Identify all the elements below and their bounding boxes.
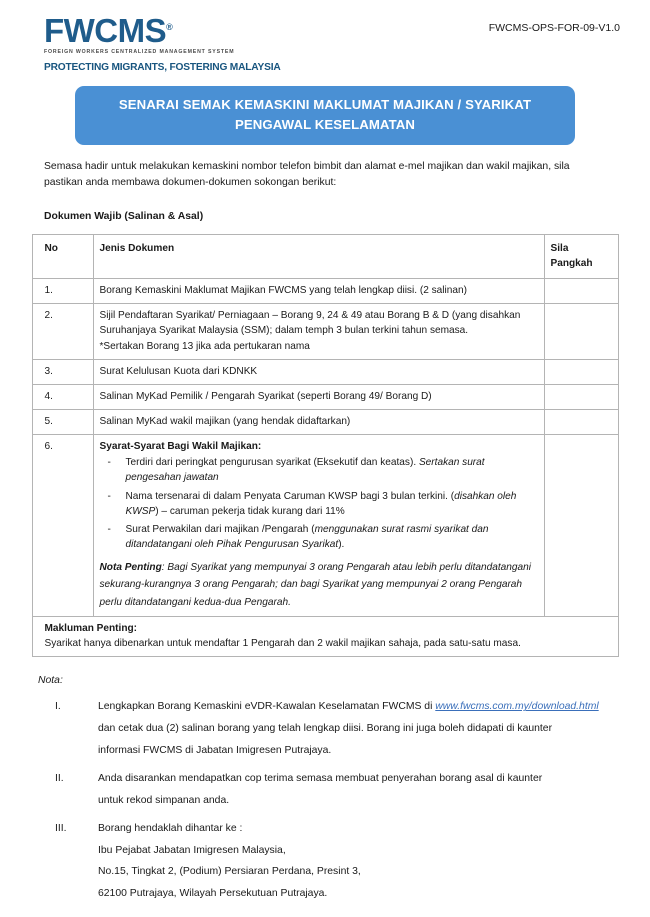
row-requirements-title: Syarat-Syarat Bagi Wakil Majikan:	[99, 441, 262, 453]
fwcms-logo	[44, 12, 281, 73]
nota-heading: Nota:	[38, 675, 63, 687]
section-label-dokumen-wajib: Dokumen Wajib (Salinan & Asal)	[44, 210, 204, 222]
column-header-signature	[544, 234, 618, 278]
list-item	[102, 489, 538, 519]
row-document-text: Borang Kemaskini Maklumat Majikan FWCMS yang telah lengkap diisi. (2 salinan)	[93, 279, 544, 304]
documents-checklist-table	[32, 234, 619, 658]
logo-wordmark-text: FWCMS	[44, 12, 167, 49]
nota-item-1	[0, 696, 650, 762]
nota-penting-text: : Bagi Syarikat yang mempunyai 3 orang Pengarah atau lebih perlu ditandatangani sekurang-kurangnya 3 orang Pengarah; dan bagi Syarikat yang mempunyai 2 orang Pengarah perlu ditandatangani kedua-dua Pengarah.	[99, 562, 531, 608]
nota-item-text: Anda disarankan mendapatkan cop terima semasa membuat penyerahan borang asal di kaunter	[98, 772, 543, 784]
nota-item-numeral: I.	[55, 701, 61, 713]
download-link[interactable]: www.fwcms.com.my/download.html	[435, 701, 599, 713]
table-row	[32, 409, 618, 434]
nota-item-continuation: dan cetak dua (2) salinan borang yang telah lengkap diisi. Borang ini juga boleh didapati di kaunter	[98, 723, 553, 735]
table-row	[32, 279, 618, 304]
bullet-italic-1: disahkan oleh KWSP	[125, 490, 517, 517]
list-item	[102, 522, 538, 552]
column-header-signature-line1: Sila	[550, 242, 569, 254]
row-document-main: Sijil Pendaftaran Syarikat/ Perniagaan – Borang 9, 24 & 49 atau Borang B & D (yang disahkan Suruhanjaya Syarikat Malaysia (SSM); dalam temph 3 bulan terkini tahun semasa.	[99, 310, 521, 337]
row-document-note: *Sertakan Borang 13 jika ada pertukaran nama	[99, 340, 310, 352]
row-number: 2.	[32, 304, 93, 359]
document-code: FWCMS-OPS-FOR-09-V1.0	[488, 22, 620, 34]
nota-penting	[100, 559, 538, 611]
row-document-text	[93, 304, 544, 359]
table-row	[32, 359, 618, 384]
nota-item-3	[0, 818, 650, 905]
nota-penting-label: Nota Penting	[99, 562, 162, 574]
bullet-plain-2: ).	[338, 538, 345, 550]
table-row	[32, 304, 618, 359]
bullet-plain-1: Terdiri dari peringkat pengurusan syarikat (Eksekutif dan keatas).	[125, 457, 419, 469]
table-row	[32, 384, 618, 409]
nota-item-continuation: informasi FWCMS di Jabatan Imigresen Putrajaya.	[98, 745, 332, 757]
row-document-text: Salinan MyKad Pemilik / Pengarah Syarikat (seperti Borang 49/ Borang D)	[93, 384, 544, 409]
row-signature-cell[interactable]	[544, 359, 618, 384]
table-footer-row	[32, 617, 618, 657]
logo-subtitle: FOREIGN WORKERS CENTRALIZED MANAGEMENT SYSTEM	[44, 49, 235, 55]
column-header-no: No	[32, 234, 93, 278]
table-header-row	[32, 234, 618, 278]
row-signature-cell[interactable]	[544, 435, 618, 617]
nota-item-text: Borang hendaklah dihantar ke :	[98, 822, 243, 834]
address-line: 62100 Putrajaya, Wilayah Persekutuan Putrajaya.	[98, 888, 328, 900]
table-row	[32, 435, 618, 617]
row-document-text: Salinan MyKad wakil majikan (yang hendak didaftarkan)	[93, 409, 544, 434]
logo-tagline: PROTECTING MIGRANTS, FOSTERING MALAYSIA	[44, 61, 281, 73]
bullet-italic-1: Sertakan surat pengesahan jawatan	[125, 457, 485, 484]
intro-paragraph: Semasa hadir untuk melakukan kemaskini nombor telefon bimbit dan alamat e-mel majikan dan wakil majikan, sila pastikan anda membawa dokumen-dokumen sokongan berikut:	[44, 160, 570, 188]
row-signature-cell[interactable]	[544, 279, 618, 304]
nota-item-continuation: untuk rekod simpanan anda.	[98, 794, 230, 806]
list-item	[102, 455, 538, 485]
nota-item-numeral: III.	[55, 822, 67, 834]
row-number: 1.	[32, 279, 93, 304]
column-header-signature-line2: Pangkah	[550, 257, 593, 269]
makluman-penting-title: Makluman Penting:	[44, 623, 138, 635]
nota-item-numeral: II.	[55, 772, 64, 784]
bullet-plain-2: ) – caruman pekerja tidak kurang dari 11%	[155, 505, 345, 517]
bullet-plain-1: Surat Perwakilan dari majikan /Pengarah (	[125, 523, 315, 535]
nota-item-2	[0, 768, 650, 812]
row-signature-cell[interactable]	[544, 409, 618, 434]
bullet-plain-1: Nama tersenarai di dalam Penyata Caruman KWSP bagi 3 bulan terkini. (	[125, 490, 455, 502]
makluman-penting-text: Syarikat hanya dibenarkan untuk mendaftar 1 Pengarah dan 2 wakil majikan sahaja, pada satu-satu masa.	[44, 638, 521, 650]
nota-item-text: Lengkapkan Borang Kemaskini eVDR-Kawalan Keselamatan FWCMS di	[98, 701, 436, 713]
title-banner	[75, 86, 575, 145]
row-signature-cell[interactable]	[544, 384, 618, 409]
row-signature-cell[interactable]	[544, 304, 618, 359]
logo-wordmark	[44, 14, 172, 47]
bullet-italic-1: menggunakan surat rasmi syarikat dan ditandatangani oleh Pihak Pengurusan Syarikat	[125, 523, 489, 550]
address-line: No.15, Tingkat 2, (Podium) Persiaran Perdana, Presint 3,	[98, 866, 361, 878]
row-document-text: Surat Kelulusan Kuota dari KDNKK	[93, 359, 544, 384]
row-number: 3.	[32, 359, 93, 384]
requirements-list	[100, 455, 538, 552]
registered-trademark-icon: ®	[166, 22, 173, 32]
row-number: 6.	[32, 435, 93, 617]
nota-list	[0, 696, 650, 905]
row-document-text	[93, 435, 544, 617]
document-header	[0, 0, 650, 78]
column-header-document-type: Jenis Dokumen	[93, 234, 544, 278]
makluman-penting-cell	[32, 617, 618, 657]
title-banner-line2: PENGAWAL KESELAMATAN	[234, 116, 416, 132]
row-number: 4.	[32, 384, 93, 409]
title-banner-line1: SENARAI SEMAK KEMASKINI MAKLUMAT MAJIKAN / SYARIKAT	[118, 97, 532, 112]
address-line: Ibu Pejabat Jabatan Imigresen Malaysia,	[98, 844, 286, 856]
row-number: 5.	[32, 409, 93, 434]
